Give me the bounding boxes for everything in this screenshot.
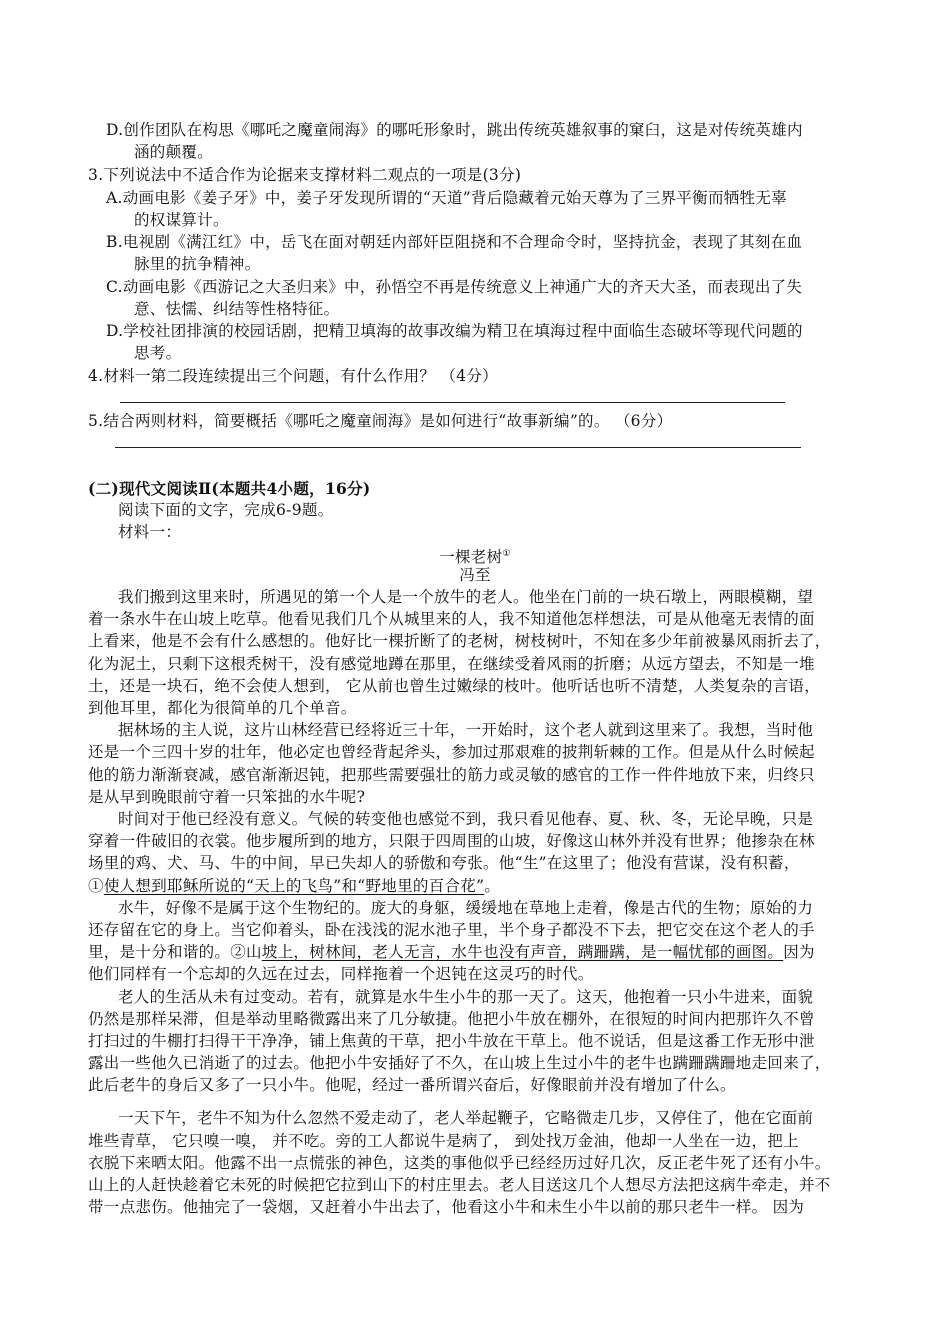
p4-line3-post: 因为 <box>783 943 815 961</box>
p5-line4: 露出一些他久已消逝了的过去。他把小牛安插好了不久，在山坡上生过小牛的老牛也蹒跚蹒跚地走回来了， <box>88 1054 831 1072</box>
p1-line2: 着一条水牛在山坡上吃草。他看见我们几个从城里来的人，我不知道他怎样想法，可是从他毫无表情的面 <box>88 610 815 628</box>
p1-line6: 到他耳里，都化为很简单的几个单音。 <box>88 699 357 717</box>
q4-answer-line[interactable] <box>120 402 785 403</box>
p1-line3: 上看来，他是不会有什么感想的。他好比一棵折断了的老树，树枝树叶，不知在多少年前被暴风雨折去了， <box>88 632 831 650</box>
p1-line4: 化为泥土，只剩下这根秃树干，没有感觉地蹲在那里，在继续受着风雨的折磨；从远方望去，不知是一堆 <box>88 655 815 673</box>
article-author: 冯至 <box>459 566 491 584</box>
p5-line2: 仍然是那样呆滞，但是举动里略微露出来了几分敏捷。他把小牛放在棚外，在很短的时间内把那许久不曾 <box>88 1010 815 1028</box>
q3-option-d-line2: 思考。 <box>134 344 182 362</box>
q5-stem: 5.结合两则材料，简要概括《哪吒之魔童闹海》是如何进行“故事新编”的。 （6分） <box>88 412 673 430</box>
p4-line3 <box>88 941 815 963</box>
p2-line1: 据林场的主人说，这片山林经营已经将近三十年，一开始时，这个老人就到这里来了。我想，当时他 <box>118 721 814 739</box>
p2-line3: 他的筋力渐渐衰减，感官渐渐迟钝，把那些需要强壮的筋力或灵敏的感官的工作一件件地放下来，归终只 <box>88 766 815 784</box>
article-title-text: 一棵老树 <box>439 548 503 566</box>
q3-stem: 3.下列说法中不适合作为论据来支撑材料二观点的一项是(3分) <box>88 166 522 184</box>
section-heading: (二)现代文阅读Ⅱ(本题共4小题，16分) <box>88 479 371 498</box>
q3-option-b-line1: B.电视剧《满江红》中，岳飞在面对朝廷内部奸臣阻挠和不合理命令时，坚持抗金，表现了其刻在血 <box>106 233 803 251</box>
q3-option-c-line2: 意、怯懦、纠结等性格特征。 <box>134 300 340 318</box>
p2-line4: 是从早到晚眼前守着一只笨拙的水牛呢? <box>88 788 366 806</box>
section-instruction: 阅读下面的文字，完成6-9题。 <box>118 501 334 519</box>
p4-line4: 他们同样有一个忘却的久远在过去，同样拖着一个迟钝在这灵巧的时代。 <box>88 965 594 983</box>
p3-line4 <box>88 875 500 897</box>
q3-option-a-line1: A.动画电影《姜子牙》中，姜子牙发现所谓的“天道”背后隐藏着元始天尊为了三界平衡而牺牲无辜 <box>106 189 787 207</box>
p3-line1: 时间对于他已经没有意义。气候的转变他也感觉不到，我只看见他春、夏、秋、冬，无论早晚，只是 <box>118 810 814 828</box>
p4-line3-pre: 里，是十分和谐的。②山 <box>88 943 262 961</box>
q4-stem: 4.材料一第二段连续提出三个问题，有什么作用？ （4分） <box>88 367 498 385</box>
p4-line1: 水牛，好像不是属于这个生物纪的。庞大的身躯，缓缓地在草地上走着，像是古代的生物；原始的力 <box>118 899 814 917</box>
p1-line1: 我们搬到这里来时，所遇见的第一个人是一个放牛的老人。他坐在门前的一块石墩上，两眼模糊，望 <box>118 588 814 606</box>
article-title-footnote: ① <box>502 549 511 559</box>
p2-line2: 还是一个三四十岁的壮年，他必定也曾经背起斧头，参加过那艰难的披荆斩棘的工作。但是从什么时候起 <box>88 743 815 761</box>
p6-line1: 一天下午，老牛不知为什么忽然不爱走动了，老人举起鞭子，它略微走几步，又停住了，他在它面前 <box>118 1109 814 1127</box>
q3-option-b-line2: 脉里的抗争精神。 <box>134 255 261 273</box>
underlined-sentence-1: 使人想到耶稣所说的“天上的飞鸟”和“野地里的百合花” <box>103 877 485 895</box>
underlined-sentence-2: 坡上，树林间，老人无言，水牛也没有声音，蹒跚蹒，是一幅忧郁的画图。 <box>261 943 784 961</box>
p1-line5: 土，还是一块石，绝不会使人想到， 它从前也曾生过嫩绿的枝叶。他听话也听不清楚，人类复杂的言语， <box>88 677 821 695</box>
q2-option-d-line1: D.创作团队在构思《哪吒之魔童闹海》的哪吒形象时，跳出传统英雄叙事的窠臼，这是对传统英雄内 <box>106 121 803 139</box>
p3-line3: 场里的鸡、犬、马、牛的中间，早已失却人的骄傲和夸张。他“生”在这里了；他没有营谋，没有积蓄， <box>88 854 800 872</box>
p3-line4-end: 。 <box>484 877 501 895</box>
p5-line5: 此后老牛的身后又多了一只小牛。他呢，经过一番所谓兴奋后，好像眼前并没有增加了什么。 <box>88 1076 736 1094</box>
q5-answer-line[interactable] <box>115 447 801 448</box>
p5-line3: 打扫过的牛棚打扫得干干净净，铺上焦黄的干草，把小牛放在干草上。他不说话，但是这番工作无形中泄 <box>88 1032 815 1050</box>
q3-option-a-line2: 的权谋算计。 <box>134 211 229 229</box>
p6-line5: 带一点悲伤。他抽完了一袋烟，又赶着小牛出去了，他看这小牛和未生小牛以前的那只老牛一样。 因为 <box>88 1198 805 1216</box>
p6-line2: 堆些青草， 它只嗅一嗅， 并不吃。旁的工人都说牛是病了， 到处找万金油，他却一人坐在一边，把上 <box>88 1132 799 1150</box>
material-label: 材料一： <box>118 523 182 541</box>
q3-option-c-line1: C.动画电影《西游记之大圣归来》中，孙悟空不再是传统意义上神通广大的齐天大圣，而表现出了失 <box>106 278 803 296</box>
q2-option-d-line2: 涵的颠覆。 <box>134 143 214 161</box>
p4-line2: 还存留在它的身上。当它仰着头，卧在浅浅的泥水池子里，半个身子都没不下去，把它交在这个老人的手 <box>88 921 815 939</box>
p6-line3: 衣脱下来晒太阳。他露不出一点慌张的神色，这类的事他似乎已经经历过好几次，反正老牛死了还有小牛。 <box>88 1154 831 1172</box>
p6-line4: 山上的人赶快趁着它未死的时候把它拉到山下的村庄里去。老人目送这几个人想尽方法把这病牛牵走，并不 <box>88 1176 831 1194</box>
p3-line2: 穿着一件破旧的衣裳。他步履所到的地方，只限于四周围的山坡，好像这山林外并没有世界；他掺杂在林 <box>88 832 815 850</box>
sentence-marker-1: ① <box>88 877 104 895</box>
p5-line1: 老人的生活从未有过变动。若有，就算是水牛生小牛的那一天了。这天，他抱着一只小牛进来，面貌 <box>118 988 814 1006</box>
q3-option-d-line1: D.学校社团排演的校园话剧，把精卫填海的故事改编为精卫在填海过程中面临生态破坏等现代问题的 <box>106 322 803 340</box>
